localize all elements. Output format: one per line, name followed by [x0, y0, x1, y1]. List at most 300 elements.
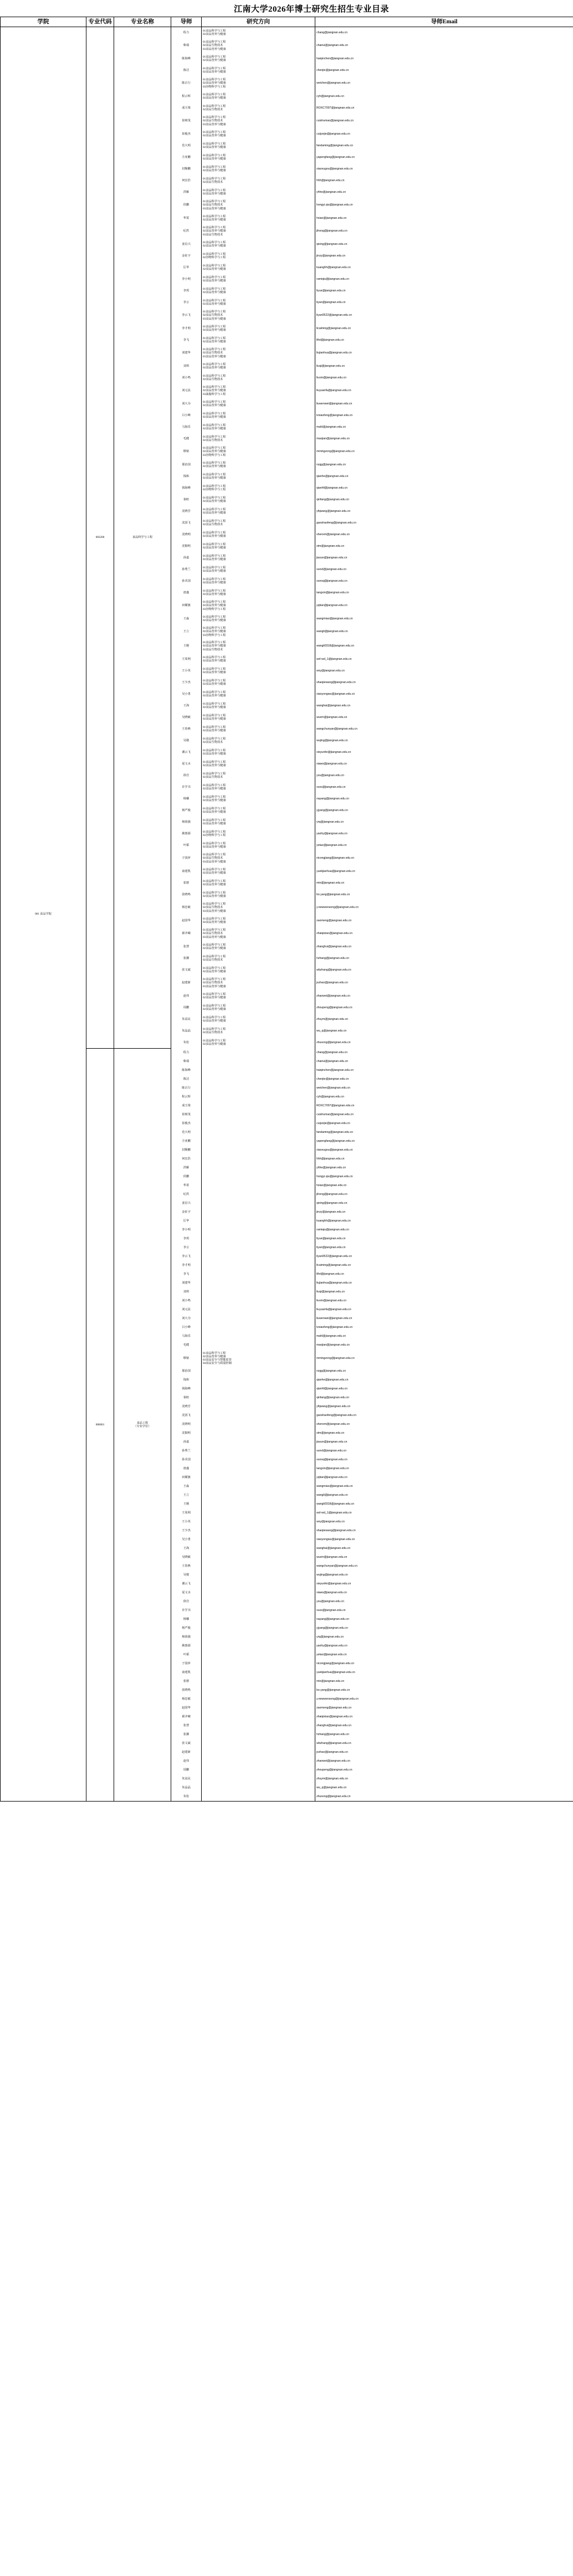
- cell-advisor-name: 程云辉: [171, 91, 202, 102]
- cell-advisor-name: 王周利: [171, 654, 202, 665]
- cell-research-directions: [202, 1190, 315, 1199]
- cell-advisor-email[interactable]: hzhang@jiangnan.edu.cn: [315, 1731, 573, 1739]
- cell-advisor-name: 叶韬: [171, 840, 202, 851]
- cell-advisor-email[interactable]: wujing@jiangnan.edu.cn: [315, 735, 573, 747]
- cell-advisor-name: 王春燕: [171, 723, 202, 735]
- cell-advisor-email[interactable]: bo.yang@jiangnan.edu.cn: [315, 889, 573, 901]
- cell-advisor-email[interactable]: yetao@jiangnan.edu.cn: [315, 840, 573, 851]
- cell-research-directions: [202, 372, 315, 384]
- cell-advisor-email[interactable]: liuwenwei@jiangnan.edu.cn: [315, 1315, 573, 1323]
- cell-advisor-email[interactable]: wujing@jiangnan.edu.cn: [315, 1571, 573, 1580]
- cell-advisor-email[interactable]: jxzhao@jiangnan.edu.cn: [315, 1748, 573, 1757]
- cell-research-directions: [202, 1420, 315, 1429]
- cell-advisor-email[interactable]: wxy@jiangnan.edu.cn: [315, 1518, 573, 1527]
- cell-advisor-email[interactable]: haiqinchen@jiangnan.edu.cn: [315, 1066, 573, 1075]
- cell-advisor-name: 纪洪: [171, 224, 202, 239]
- cell-advisor-email[interactable]: wzl-wd_1@jiangnan.edu.cn: [315, 654, 573, 665]
- cell-advisor-email[interactable]: yuekjianhua@jiangnan.edu.cn: [315, 866, 573, 878]
- cell-advisor-email[interactable]: stm@jiangnan.edu.cn: [315, 541, 573, 552]
- cell-advisor-email[interactable]: liyue@jiangnan.edu.cn: [315, 285, 573, 297]
- research-direction-line: 02食品营养与健康: [203, 752, 226, 756]
- research-direction-line: 01食品科学与工程: [203, 928, 226, 932]
- cell-advisor-email[interactable]: qixing@jiangnan.edu.cn: [315, 239, 573, 250]
- research-direction-line: 02食品营养与健康: [203, 671, 226, 674]
- cell-advisor-email[interactable]: zhoupeng@jiangnan.edu.cn: [315, 1002, 573, 1014]
- cell-advisor-email[interactable]: nzgg@jiangnan.edu.cn: [315, 459, 573, 471]
- research-direction-line: 02食品营养与健康: [203, 717, 226, 721]
- cell-advisor-email[interactable]: chenjie@jiangnan.edu.cn: [315, 65, 573, 76]
- cell-advisor-email[interactable]: maojian@jiangnan.edu.cn: [315, 433, 573, 445]
- cell-advisor-email[interactable]: kuanghh@jiangnan.edu.cn: [315, 262, 573, 274]
- cell-advisor-name: 李言: [171, 297, 202, 309]
- cell-advisor-name: 杨严俊: [171, 1624, 202, 1633]
- cell-advisor-email[interactable]: wxy@jiangnan.edu.cn: [315, 665, 573, 677]
- cell-advisor-name: 赵国华: [171, 1704, 202, 1713]
- cell-advisor-email[interactable]: zhanghui@jiangnan.edu.cn: [315, 1722, 573, 1731]
- research-direction-line: 01食品科学与工程: [203, 264, 226, 268]
- cell-research-directions: [202, 1527, 315, 1536]
- cell-advisor-email[interactable]: yqtian@jiangnan.edu.cn: [315, 1474, 573, 1482]
- cell-advisor-email[interactable]: yuekjianhua@jiangnan.edu.cn: [315, 1669, 573, 1677]
- cell-research-directions: [202, 901, 315, 915]
- cell-advisor-email[interactable]: yhhe@jiangnan.edu.cn: [315, 1164, 573, 1173]
- cell-advisor-email[interactable]: hongyi.qiu@jiangnan.edu.cn: [315, 198, 573, 213]
- cell-research-directions: [202, 953, 315, 964]
- research-direction-line: 02食品营养与健康: [203, 329, 226, 332]
- cell-research-directions: [202, 1669, 315, 1677]
- cell-advisor-email[interactable]: yaohy@jiangnan.edu.cn: [315, 1642, 573, 1651]
- cell-advisor-email[interactable]: hhh@jiangnan.edu.cn: [315, 1155, 573, 1164]
- cell-advisor-email[interactable]: fandaming@jiangnan.edu.cn: [315, 140, 573, 152]
- cell-advisor-email[interactable]: yqtian@jiangnan.edu.cn: [315, 599, 573, 613]
- cell-research-directions: [202, 1456, 315, 1465]
- cell-research-directions: [202, 793, 315, 805]
- cell-advisor-email[interactable]: liuyuanfa@jiangnan.edu.cn: [315, 384, 573, 398]
- cell-advisor-email[interactable]: y.newwensong@jiangnan.edu.cn: [315, 1695, 573, 1704]
- cell-advisor-name: 程力: [171, 1049, 202, 1058]
- cell-advisor-email[interactable]: shaojiewang@jiangnan.edu.cn: [315, 677, 573, 689]
- cell-advisor-email[interactable]: wuxm@jiangnan.edu.cn: [315, 1553, 573, 1562]
- cell-advisor-email[interactable]: mmingzong@jiangnan.edu.cn: [315, 1350, 573, 1367]
- cell-advisor-email[interactable]: lvxiaofeng@jiangnan.edu.cn: [315, 410, 573, 422]
- cell-advisor-email[interactable]: maojian@jiangnan.edu.cn: [315, 1341, 573, 1350]
- cell-research-directions: [202, 1164, 315, 1173]
- cell-advisor-email[interactable]: min@jiangnan.edu.cn: [315, 878, 573, 889]
- cell-advisor-email[interactable]: nicongjiang@jiangnan.edu.cn: [315, 1660, 573, 1669]
- cell-advisor-email[interactable]: bo.yang@jiangnan.edu.cn: [315, 1686, 573, 1695]
- cell-advisor-email[interactable]: qianhe@jiangnan.edu.cn: [315, 1376, 573, 1385]
- cell-advisor-name: 张慜: [171, 878, 202, 889]
- cell-advisor-email[interactable]: hhh@jiangnan.edu.cn: [315, 175, 573, 187]
- cell-advisor-name: 封顺鹏: [171, 1146, 202, 1155]
- research-direction-line: 02食品营养与健康: [203, 340, 226, 343]
- cell-advisor-email[interactable]: liujianhua@jiangnan.edu.cn: [315, 1279, 573, 1288]
- research-direction-line: 01食品科学与工程: [203, 702, 226, 706]
- cell-advisor-name: 姜启兴: [171, 239, 202, 250]
- cell-advisor-email[interactable]: wzl-wd_1@jiangnan.edu.cn: [315, 1509, 573, 1518]
- cell-advisor-email[interactable]: zhoupeng@jiangnan.edu.cn: [315, 1766, 573, 1775]
- cell-advisor-name: 毛健: [171, 1341, 202, 1350]
- research-direction-line: 01食品科学与工程: [203, 554, 226, 558]
- cell-advisor-email[interactable]: nzgg@jiangnan.edu.cn: [315, 1367, 573, 1376]
- cell-research-directions: [202, 747, 315, 758]
- cell-advisor-name: 李云飞: [171, 309, 202, 323]
- cell-advisor-email[interactable]: liyan0522@jiangnan.edu.cn: [315, 1253, 573, 1261]
- cell-advisor-name: 华霄: [171, 213, 202, 224]
- cell-research-directions: [202, 1350, 315, 1367]
- cell-advisor-email[interactable]: liujianhua@jiangnan.edu.cn: [315, 346, 573, 361]
- cell-advisor-email[interactable]: hzhang@jiangnan.edu.cn: [315, 953, 573, 964]
- cell-advisor-email[interactable]: hxiao@jiangnan.edu.cn: [315, 1182, 573, 1190]
- cell-advisor-email[interactable]: zhaowei@jiangnan.edu.cn: [315, 1757, 573, 1766]
- cell-advisor-email[interactable]: liyan0522@jiangnan.edu.cn: [315, 309, 573, 323]
- cell-research-directions: [202, 1544, 315, 1553]
- research-direction-line: 01食品科学与工程: [203, 226, 226, 230]
- cell-advisor-email[interactable]: gaoshaofeng@jiangnan.edu.cn: [315, 517, 573, 529]
- cell-research-directions: [202, 1279, 315, 1288]
- cell-advisor-email[interactable]: chenjie@jiangnan.edu.cn: [315, 1075, 573, 1084]
- cell-advisor-name: 崔俊杰: [171, 129, 202, 140]
- cell-advisor-name: 陈正行: [171, 76, 202, 91]
- cell-advisor-email[interactable]: wbzhang@jiangnan.edu.cn: [315, 964, 573, 976]
- research-direction-line: 01食品科学与工程: [203, 188, 226, 192]
- research-direction-line: 02食品营养与健康: [203, 810, 226, 814]
- cell-advisor-email[interactable]: wangli0318@jiangnan.edu.cn: [315, 1500, 573, 1509]
- cell-advisor-email[interactable]: wangchunyan@jiangnan.edu.cn: [315, 1562, 573, 1571]
- research-direction-line: 01食品科学与工程: [203, 641, 226, 645]
- cell-advisor-name: 沈铜明: [171, 1429, 202, 1438]
- cell-advisor-name: 王刚: [171, 1500, 202, 1509]
- cell-advisor-email[interactable]: liyan@jiangnan.edu.cn: [315, 1244, 573, 1253]
- cell-advisor-email[interactable]: yetao@jiangnan.edu.cn: [315, 1651, 573, 1660]
- research-direction-line: 01食品科学与工程: [203, 93, 226, 96]
- cell-advisor-email[interactable]: wangmiao@jiangnan.edu.cn: [315, 1482, 573, 1491]
- cell-advisor-email[interactable]: yrq@jiangnan.edu.cn: [315, 817, 573, 828]
- research-direction-line: 01食品科学与工程: [203, 1004, 226, 1008]
- cell-advisor-email[interactable]: liuyuanfa@jiangnan.edu.cn: [315, 1306, 573, 1315]
- research-direction-line: 01食品科学与工程: [203, 66, 226, 70]
- cell-research-directions: [202, 506, 315, 517]
- cell-research-directions: [202, 1394, 315, 1403]
- research-direction-line: 01食品科学与工程: [203, 374, 226, 378]
- cell-research-directions: [202, 483, 315, 494]
- cell-research-directions: [202, 770, 315, 782]
- cell-advisor-email[interactable]: wangchunyan@jiangnan.edu.cn: [315, 723, 573, 735]
- research-direction-line: 01食品科学与工程: [203, 55, 226, 59]
- cell-advisor-email[interactable]: liuqi@jiangnan.edu.cn: [315, 1288, 573, 1297]
- cell-advisor-email[interactable]: wanghai@jiangnan.edu.cn: [315, 700, 573, 712]
- cell-advisor-email[interactable]: zhanghui@jiangnan.edu.cn: [315, 941, 573, 953]
- cell-advisor-email[interactable]: kuanghh@jiangnan.edu.cn: [315, 1217, 573, 1226]
- cell-advisor-email[interactable]: jihong@jiangnan.edu.cn: [315, 1190, 573, 1199]
- cell-advisor-email[interactable]: xiaoyongwu@jiangnan.edu.cn: [315, 689, 573, 700]
- cell-advisor-email[interactable]: hongyi.qiu@jiangnan.edu.cn: [315, 1173, 573, 1182]
- cell-advisor-name: 何宏浩: [171, 175, 202, 187]
- cell-advisor-name: 夏文水: [171, 1589, 202, 1598]
- cell-advisor-email[interactable]: ROXC7007@jiangnan.edu.cn: [315, 1102, 573, 1111]
- cell-advisor-email[interactable]: zhuym@jiangnan.edu.cn: [315, 1014, 573, 1025]
- cell-advisor-email[interactable]: lifei@jiangnan.edu.cn: [315, 335, 573, 346]
- cell-research-directions: [202, 1332, 315, 1341]
- cell-advisor-email[interactable]: xiaoxugou@jiangnan.edu.cn: [315, 163, 573, 175]
- cell-advisor-email[interactable]: wuxm@jiangnan.edu.cn: [315, 712, 573, 723]
- cell-advisor-name: 钱和: [171, 471, 202, 483]
- cell-advisor-email[interactable]: xieyunfei@jiangnan.edu.cn: [315, 1580, 573, 1589]
- cell-advisor-email[interactable]: zhaowei@jiangnan.edu.cn: [315, 991, 573, 1002]
- research-direction-line: 01食品科学与工程: [203, 519, 226, 523]
- cell-advisor-email[interactable]: qianhf@jiangnan.edu.cn: [315, 483, 573, 494]
- cell-advisor-email[interactable]: liuqi@jiangnan.edu.cn: [315, 361, 573, 372]
- cell-advisor-email[interactable]: yhhe@jiangnan.edu.cn: [315, 187, 573, 198]
- cell-advisor-email[interactable]: fandaming@jiangnan.edu.cn: [315, 1128, 573, 1137]
- cell-advisor-name: 吕小峰: [171, 410, 202, 422]
- cell-research-directions: [202, 665, 315, 677]
- cell-advisor-email[interactable]: jihong@jiangnan.edu.cn: [315, 224, 573, 239]
- cell-research-directions: [202, 1084, 315, 1093]
- cell-advisor-email[interactable]: chang@jiangnan.edu.cn: [315, 27, 573, 39]
- table-row: [1, 1049, 573, 1058]
- cell-advisor-name: 陈海峰: [171, 1066, 202, 1075]
- cell-advisor-name: 王海: [171, 700, 202, 712]
- cell-advisor-email[interactable]: xiaoyongwu@jiangnan.edu.cn: [315, 1536, 573, 1544]
- cell-research-directions: [202, 163, 315, 175]
- cell-research-directions: [202, 1066, 315, 1075]
- cell-advisor-email[interactable]: yxu@jiangnan.edu.cn: [315, 1598, 573, 1607]
- cell-advisor-name: 李飞: [171, 1270, 202, 1279]
- cell-advisor-email[interactable]: zhaiqixiao@jiangnan.edu.cn: [315, 1713, 573, 1722]
- cell-advisor-name: 陈洁: [171, 1075, 202, 1084]
- cell-advisor-email[interactable]: xuxs@jiangnan.edu.cn: [315, 782, 573, 793]
- research-direction-line: 03油脂科学与工程: [203, 392, 226, 396]
- cell-advisor-email[interactable]: yfqwang@jiangnan.edu.cn: [315, 506, 573, 517]
- cell-advisor-email[interactable]: chairui@jiangnan.edu.cn: [315, 1058, 573, 1066]
- research-direction-line: 01食品科学与工程: [203, 943, 226, 947]
- cell-advisor-email[interactable]: jiasun@jiangnan.edu.cn: [315, 552, 573, 564]
- cell-advisor-email[interactable]: min@jiangnan.edu.cn: [315, 1677, 573, 1686]
- cell-advisor-email[interactable]: licaiming@jiangnan.edu.cn: [315, 1261, 573, 1270]
- cell-advisor-name: 马海乐: [171, 1332, 202, 1341]
- cell-advisor-email[interactable]: tangxin@jiangnan.edu.cn: [315, 587, 573, 599]
- cell-advisor-email[interactable]: liuxm@jiangnan.edu.cn: [315, 1297, 573, 1306]
- cell-advisor-email[interactable]: wanghai@jiangnan.edu.cn: [315, 1544, 573, 1553]
- cell-research-directions: [202, 529, 315, 541]
- cell-research-directions: [202, 576, 315, 587]
- cell-advisor-email[interactable]: zhusong@jiangnan.edu.cn: [315, 1793, 573, 1802]
- cell-advisor-name: 吴敬: [171, 1571, 202, 1580]
- cell-advisor-email[interactable]: yapengfang@jiangnan.edu.cn: [315, 1137, 573, 1146]
- cell-advisor-email[interactable]: liuwenwei@jiangnan.edu.cn: [315, 398, 573, 410]
- cell-research-directions: [202, 723, 315, 735]
- cell-advisor-email[interactable]: zhaiqixiao@jiangnan.edu.cn: [315, 927, 573, 941]
- cell-advisor-email[interactable]: lvxiaofeng@jiangnan.edu.cn: [315, 1323, 573, 1332]
- cell-advisor-email[interactable]: wangli@jiangnan.edu.cn: [315, 625, 573, 639]
- cell-advisor-email[interactable]: stm@jiangnan.edu.cn: [315, 1429, 573, 1438]
- cell-advisor-email[interactable]: jiasun@jiangnan.edu.cn: [315, 1438, 573, 1447]
- cell-advisor-email[interactable]: cyh@jiangnan.edu.cn: [315, 1093, 573, 1102]
- cell-advisor-email[interactable]: wu_q@jiangnan.edu.cn: [315, 1025, 573, 1037]
- cell-advisor-email[interactable]: yfqwang@jiangnan.edu.cn: [315, 1403, 573, 1412]
- cell-advisor-email[interactable]: qixing@jiangnan.edu.cn: [315, 1199, 573, 1208]
- research-direction-line: 01食品科学与工程: [203, 795, 226, 799]
- cell-research-directions: [202, 1615, 315, 1624]
- research-direction-line: 02食品营养与健康: [203, 630, 226, 634]
- cell-advisor-email[interactable]: cuijunjie@jiangnan.edu.cn: [315, 1120, 573, 1128]
- cell-research-directions: [202, 889, 315, 901]
- research-direction-line: 03食品营养与健康: [203, 355, 226, 358]
- cell-advisor-name: 崔俊杰: [171, 1120, 202, 1128]
- research-direction-line: 02食品生物技术: [203, 351, 223, 355]
- cell-advisor-email[interactable]: wu_q@jiangnan.edu.cn: [315, 1784, 573, 1793]
- research-direction-line: 01食品科学与工程: [203, 423, 226, 427]
- cell-research-directions: [202, 805, 315, 817]
- cell-advisor-name: 刘小鸣: [171, 1297, 202, 1306]
- cell-advisor-email[interactable]: jinzy@jiangnan.edu.cn: [315, 1208, 573, 1217]
- cell-advisor-email[interactable]: yrq@jiangnan.edu.cn: [315, 1633, 573, 1642]
- cell-advisor-email[interactable]: xieyunfei@jiangnan.edu.cn: [315, 747, 573, 758]
- cell-research-directions: [202, 599, 315, 613]
- cell-advisor-email[interactable]: jinzy@jiangnan.edu.cn: [315, 250, 573, 262]
- cell-advisor-email[interactable]: sunxl@jiangnan.edu.cn: [315, 564, 573, 576]
- cell-research-directions: [202, 840, 315, 851]
- cell-advisor-email[interactable]: ramiqiu@jiangnan.edu.cn: [315, 1226, 573, 1235]
- cell-advisor-name: 朱松: [171, 1037, 202, 1049]
- cell-advisor-email[interactable]: haiqinchen@jiangnan.edu.cn: [315, 53, 573, 65]
- cell-advisor-email[interactable]: sunxl@jiangnan.edu.cn: [315, 1447, 573, 1456]
- research-direction-line: 01食品科学与工程: [203, 362, 226, 366]
- research-direction-line: 02食品营养与健康: [203, 996, 226, 999]
- cell-research-directions: [202, 1111, 315, 1120]
- research-direction-line: 01食品科学与工程: [203, 879, 226, 883]
- cell-research-directions: [202, 782, 315, 793]
- cell-advisor-email[interactable]: shaojiewang@jiangnan.edu.cn: [315, 1527, 573, 1536]
- cell-advisor-email[interactable]: cuijunjie@jiangnan.edu.cn: [315, 129, 573, 140]
- cell-advisor-name: 秦昉: [171, 494, 202, 506]
- cell-advisor-email[interactable]: xiaws@jiangnan.edu.cn: [315, 758, 573, 770]
- cell-major-code: 086001: [86, 1049, 114, 1802]
- cell-advisor-name: 朱益民: [171, 1775, 202, 1784]
- cell-advisor-email[interactable]: weichen@jiangnan.edu.cn: [315, 76, 573, 91]
- cell-research-directions: [202, 1208, 315, 1217]
- cell-advisor-email[interactable]: cuishumao@jiangnan.edu.cn: [315, 1111, 573, 1120]
- cell-research-directions: [202, 828, 315, 840]
- cell-advisor-email[interactable]: zhuym@jiangnan.edu.cn: [315, 1775, 573, 1784]
- cell-advisor-email[interactable]: xiaws@jiangnan.edu.cn: [315, 1589, 573, 1598]
- cell-advisor-email[interactable]: jxzhao@jiangnan.edu.cn: [315, 976, 573, 991]
- cell-advisor-email[interactable]: mmingzong@jiangnan.edu.cn: [315, 445, 573, 459]
- research-direction-line: 02食品营养与健康: [203, 450, 226, 454]
- research-direction-line: 01食品科学与工程: [203, 868, 226, 871]
- cell-advisor-name: 沈晓明: [171, 529, 202, 541]
- cell-advisor-email[interactable]: nayang@jiangnan.edu.cn: [315, 793, 573, 805]
- cell-advisor-email[interactable]: zhusong@jiangnan.edu.cn: [315, 1037, 573, 1049]
- cell-advisor-email[interactable]: wangli@jiangnan.edu.cn: [315, 1491, 573, 1500]
- cell-advisor-email[interactable]: mahl@jiangnan.edu.cn: [315, 1332, 573, 1341]
- cell-advisor-email[interactable]: gaoshaofeng@jiangnan.edu.cn: [315, 1412, 573, 1420]
- research-direction-line: 01食品科学与工程: [203, 690, 226, 694]
- cell-research-directions: [202, 1049, 315, 1058]
- cell-advisor-email[interactable]: shenxm@jiangnan.edu.cn: [315, 529, 573, 541]
- cell-advisor-email[interactable]: hxiao@jiangnan.edu.cn: [315, 213, 573, 224]
- cell-advisor-email[interactable]: ramiqiu@jiangnan.edu.cn: [315, 274, 573, 285]
- cell-advisor-email[interactable]: xiaoxugou@jiangnan.edu.cn: [315, 1146, 573, 1155]
- cell-advisor-email[interactable]: chang@jiangnan.edu.cn: [315, 1049, 573, 1058]
- research-direction-line: 02食品营养与健康: [203, 33, 226, 37]
- admissions-catalog-table: [0, 17, 573, 1802]
- cell-research-directions: [202, 285, 315, 297]
- cell-advisor-email[interactable]: weichen@jiangnan.edu.cn: [315, 1084, 573, 1093]
- cell-advisor-email[interactable]: chairui@jiangnan.edu.cn: [315, 39, 573, 53]
- cell-advisor-email[interactable]: sunsq@jiangnan.edu.cn: [315, 1456, 573, 1465]
- cell-research-directions: [202, 129, 315, 140]
- cell-advisor-email[interactable]: y.newwensong@jiangnan.edu.cn: [315, 901, 573, 915]
- cell-advisor-email[interactable]: liyan@jiangnan.edu.cn: [315, 297, 573, 309]
- cell-advisor-name: 金征宇: [171, 250, 202, 262]
- cell-advisor-name: 夏文水: [171, 758, 202, 770]
- cell-advisor-email[interactable]: nayang@jiangnan.edu.cn: [315, 1615, 573, 1624]
- cell-advisor-email[interactable]: cuishumao@jiangnan.edu.cn: [315, 114, 573, 129]
- cell-advisor-email[interactable]: zaomeng@jiangnan.edu.cn: [315, 915, 573, 927]
- cell-advisor-email[interactable]: sunsq@jiangnan.edu.cn: [315, 576, 573, 587]
- cell-advisor-email[interactable]: lifei@jiangnan.edu.cn: [315, 1270, 573, 1279]
- research-direction-line: 02食品生物技术: [203, 44, 223, 48]
- cell-advisor-email[interactable]: yaohy@jiangnan.edu.cn: [315, 828, 573, 840]
- research-direction-line: 01食品科学与工程: [203, 955, 226, 958]
- cell-research-directions: [202, 677, 315, 689]
- cell-advisor-email[interactable]: zaomeng@jiangnan.edu.cn: [315, 1704, 573, 1713]
- cell-advisor-email[interactable]: cyh@jiangnan.edu.cn: [315, 91, 573, 102]
- cell-research-directions: [202, 114, 315, 129]
- research-direction-line: 02食品生物技术: [203, 119, 223, 123]
- research-direction-line: 01食品科学与工程: [203, 748, 226, 752]
- research-direction-line: 02食品营养与健康: [203, 192, 226, 196]
- cell-advisor-email[interactable]: nicongjiang@jiangnan.edu.cn: [315, 851, 573, 866]
- research-direction-line: 01食品科学与工程: [203, 841, 226, 845]
- cell-advisor-email[interactable]: yapengfang@jiangnan.edu.cn: [315, 152, 573, 163]
- cell-advisor-email[interactable]: licaiming@jiangnan.edu.cn: [315, 323, 573, 335]
- cell-advisor-email[interactable]: shenxm@jiangnan.edu.cn: [315, 1420, 573, 1429]
- research-direction-line: 02食品营养与健康: [203, 694, 226, 697]
- research-direction-line: 03食品营养与健康: [203, 317, 226, 321]
- cell-advisor-email[interactable]: wangmiao@jiangnan.edu.cn: [315, 613, 573, 625]
- cell-advisor-email[interactable]: qianhe@jiangnan.edu.cn: [315, 471, 573, 483]
- cell-advisor-name: 杨哪: [171, 1615, 202, 1624]
- cell-advisor-email[interactable]: xuxs@jiangnan.edu.cn: [315, 1607, 573, 1615]
- cell-research-directions: [202, 1367, 315, 1376]
- cell-advisor-email[interactable]: qianhf@jiangnan.edu.cn: [315, 1385, 573, 1394]
- cell-research-directions: [202, 1341, 315, 1350]
- cell-advisor-email[interactable]: liyue@jiangnan.edu.cn: [315, 1235, 573, 1244]
- cell-advisor-email[interactable]: ROXC7007@jiangnan.edu.cn: [315, 102, 573, 114]
- cell-advisor-name: 孙术国: [171, 576, 202, 587]
- cell-advisor-email[interactable]: qinfang@jiangnan.edu.cn: [315, 494, 573, 506]
- research-direction-line: 02食品生物技术: [203, 981, 223, 985]
- cell-advisor-email[interactable]: qinfang@jiangnan.edu.cn: [315, 1394, 573, 1403]
- cell-advisor-email[interactable]: yjyang@jiangnan.edu.cn: [315, 805, 573, 817]
- research-direction-line: 01食品科学与工程: [203, 435, 226, 439]
- cell-advisor-name: 洪雁: [171, 187, 202, 198]
- cell-advisor-email[interactable]: yjyang@jiangnan.edu.cn: [315, 1624, 573, 1633]
- cell-advisor-email[interactable]: tangxin@jiangnan.edu.cn: [315, 1465, 573, 1474]
- cell-advisor-email[interactable]: wangli0318@jiangnan.edu.cn: [315, 639, 573, 654]
- cell-advisor-email[interactable]: wbzhang@jiangnan.edu.cn: [315, 1739, 573, 1748]
- cell-advisor-name: 翟齐啸: [171, 927, 202, 941]
- research-direction-line: 02食品生物技术: [203, 314, 223, 317]
- research-direction-line: 01食品科学与工程: [203, 737, 226, 741]
- cell-advisor-email[interactable]: liuxm@jiangnan.edu.cn: [315, 372, 573, 384]
- cell-advisor-email[interactable]: yxu@jiangnan.edu.cn: [315, 770, 573, 782]
- research-direction-line: 03谷物科学与工程: [203, 607, 226, 611]
- cell-advisor-email[interactable]: mahl@jiangnan.edu.cn: [315, 422, 573, 433]
